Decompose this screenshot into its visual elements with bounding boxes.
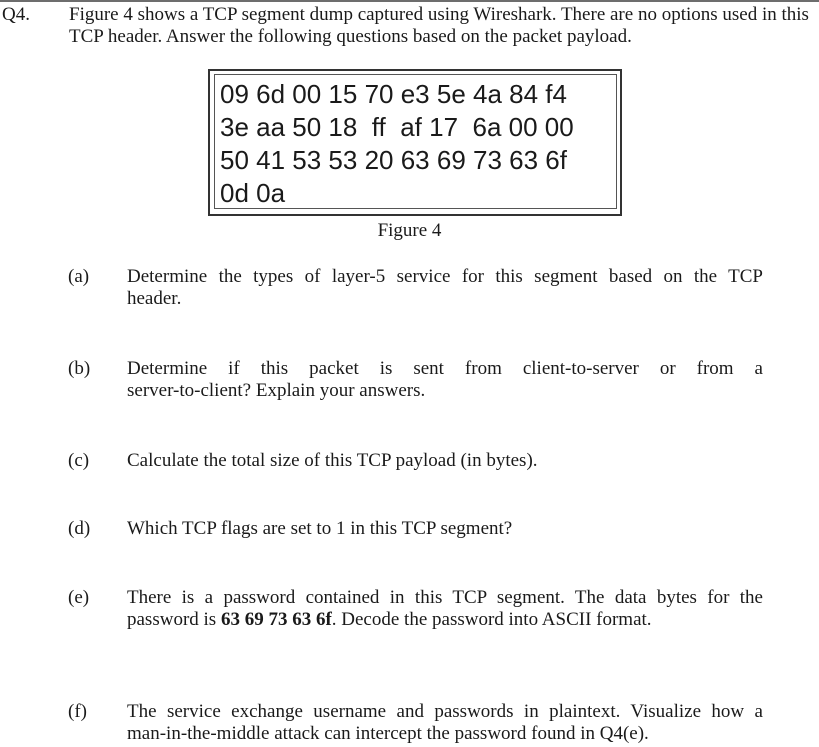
part-label: (f): [68, 701, 87, 722]
password-bytes: 63 69 73 63 6f: [220, 609, 332, 630]
part-label: (a): [68, 266, 90, 287]
part-text: The service exchange username and passwords in plaintext. Visualize how a man-in-the-middle attack can intercept the password found in Q4(e).: [127, 701, 763, 744]
hex-line-2: 3e aa 50 18 ff af 17 6a 00 00: [220, 112, 574, 142]
hex-line-1: 09 6d 00 15 70 e3 5e 4a 84 f4: [220, 79, 567, 109]
figure-caption: Figure 4: [377, 220, 442, 241]
question-intro: Figure 4 shows a TCP segment dump captured using Wireshark. There are no options used in this TCP header. Answer the following questions based on the packet payload.: [69, 4, 809, 47]
hex-line-3: 50 41 53 53 20 63 69 73 63 6f: [220, 145, 567, 175]
part-label: (e): [68, 587, 90, 608]
hex-line-4: 0d 0a: [220, 178, 286, 208]
part-label: (b): [68, 358, 91, 379]
part-label: (d): [68, 518, 91, 539]
part-text: There is a password contained in this TCP segment. The data bytes for the password is 63 69 73 63 6f. Decode the password into ASCII format.: [127, 587, 763, 630]
top-rule: [0, 0, 819, 2]
part-text: Determine if this packet is sent from client-to-server or from a server-to-client? Explain your answers.: [127, 358, 763, 401]
hex-dump-box: [208, 69, 622, 216]
question-number: Q4.: [2, 4, 30, 25]
part-label: (c): [68, 450, 90, 471]
part-text: Determine the types of layer-5 service for this segment based on the TCP header.: [127, 266, 763, 309]
part-text: Which TCP flags are set to 1 in this TCP segment?: [127, 518, 513, 539]
part-text: Calculate the total size of this TCP payload (in bytes).: [127, 450, 538, 471]
